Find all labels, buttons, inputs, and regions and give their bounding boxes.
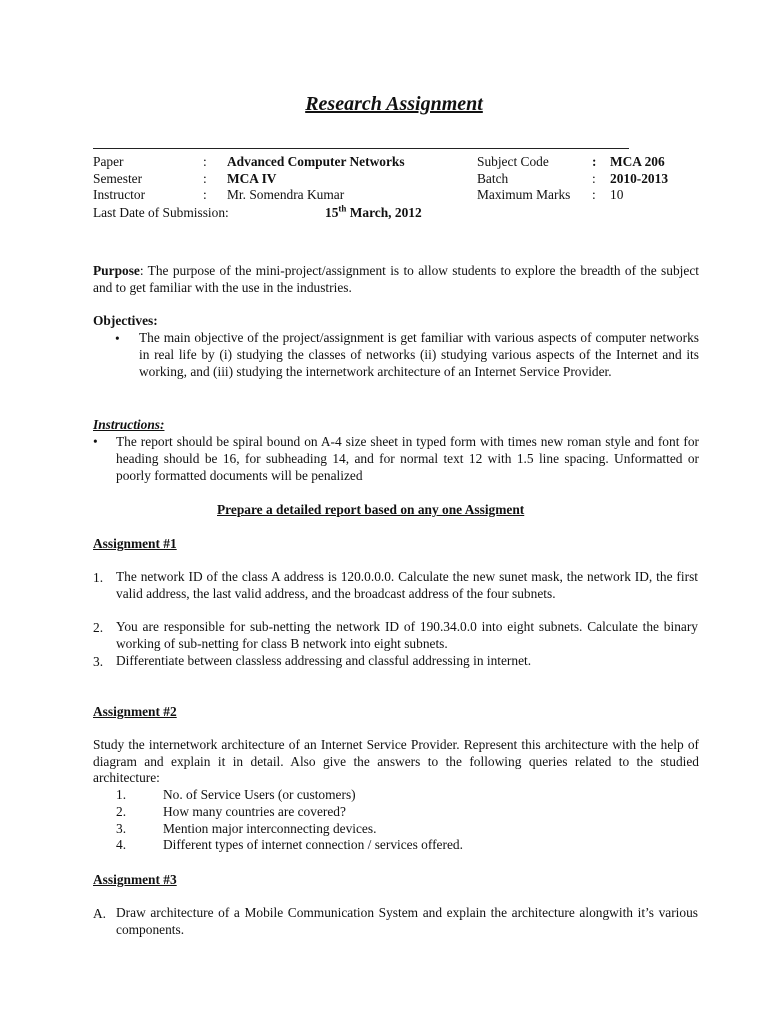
purpose-text: : The purpose of the mini-project/assignment is to allow students to explore the breadth of the subject and to get familiar with the use in the industries. bbox=[93, 263, 699, 295]
subject-code-label: Subject Code bbox=[477, 154, 549, 169]
assignment2-item: Mention major interconnecting devices. bbox=[163, 821, 377, 836]
assignment3-item: Draw architecture of a Mobile Communication System and explain the architecture alongwith it’s various components. bbox=[116, 905, 698, 937]
assignment3-item-number: A. bbox=[93, 906, 107, 921]
assignment2-item: Different types of internet connection / services offered. bbox=[163, 837, 463, 852]
assignment1-item-number: 3. bbox=[93, 654, 104, 669]
paper-label: Paper bbox=[93, 154, 124, 169]
submission-date bbox=[325, 204, 422, 221]
max-marks-label: Maximum Marks bbox=[477, 187, 571, 202]
assignment2-intro: Study the internetwork architecture of an Internet Service Provider. Represent this architecture with the help of diagram and explain it in detail. Also give the answers to the following queries related to the studied architecture: bbox=[93, 737, 699, 786]
assignment1-item: The network ID of the class A address is 120.0.0.0. Calculate the new sunet mask, the network ID, the first valid address, the last valid address, and the broadcast address of the four subnets. bbox=[116, 569, 698, 601]
assignment2-item: No. of Service Users (or customers) bbox=[163, 787, 356, 802]
bullet-icon: • bbox=[115, 331, 120, 346]
assignment2-heading: Assignment #2 bbox=[93, 704, 177, 719]
max-marks-value: 10 bbox=[610, 187, 624, 202]
instructor-colon: : bbox=[203, 187, 207, 202]
semester-value: MCA IV bbox=[227, 171, 277, 186]
assignment1-item: Differentiate between classless addressing and classful addressing in internet. bbox=[116, 653, 532, 668]
assignment2-item: How many countries are covered? bbox=[163, 804, 346, 819]
batch-label: Batch bbox=[477, 171, 509, 186]
assignment1-item-number: 1. bbox=[93, 570, 104, 585]
assignment1-item: You are responsible for sub-netting the network ID of 190.34.0.0 into eight subnets. Calculate the binary working of sub-netting for class B network into eight subnets. bbox=[116, 619, 698, 651]
batch-colon: : bbox=[592, 171, 596, 186]
purpose-paragraph bbox=[93, 262, 699, 296]
assignment2-item-number: 1. bbox=[116, 787, 127, 802]
assignment2-item-number: 4. bbox=[116, 837, 127, 852]
purpose-label: Purpose bbox=[93, 263, 140, 278]
instructions-heading: Instructions: bbox=[93, 417, 165, 432]
instructions-item: The report should be spiral bound on A-4 size sheet in typed form with times new roman style and font for heading should be 16, for subheading 14, and for normal text 12 with 1.5 line spacing. Unformatted or poorly formatted documents will be penalized bbox=[116, 434, 699, 484]
submission-suffix: th bbox=[338, 203, 347, 214]
paper-value: Advanced Computer Networks bbox=[227, 154, 405, 169]
assignment1-heading: Assignment #1 bbox=[93, 536, 177, 551]
submission-label: Last Date of Submission: bbox=[93, 205, 229, 220]
page-title: Research Assignment bbox=[305, 93, 483, 115]
semester-label: Semester bbox=[93, 171, 143, 186]
paper-colon: : bbox=[203, 154, 207, 169]
submission-month-year: March, 2012 bbox=[346, 205, 422, 220]
bullet-icon: • bbox=[93, 434, 98, 449]
assignment3-heading: Assignment #3 bbox=[93, 872, 177, 887]
assignment1-item-number: 2. bbox=[93, 620, 104, 635]
objectives-heading: Objectives: bbox=[93, 313, 158, 328]
batch-value: 2010-2013 bbox=[610, 171, 669, 186]
subject-code-value: MCA 206 bbox=[610, 154, 665, 169]
instructor-value: Mr. Somendra Kumar bbox=[227, 187, 345, 202]
prepare-heading: Prepare a detailed report based on any one Assigment bbox=[217, 502, 525, 517]
assignment2-item-number: 3. bbox=[116, 821, 127, 836]
max-marks-colon: : bbox=[592, 187, 596, 202]
submission-day: 15 bbox=[325, 205, 339, 220]
semester-colon: : bbox=[203, 171, 207, 186]
subject-code-colon: : bbox=[592, 154, 597, 169]
assignment2-item-number: 2. bbox=[116, 804, 127, 819]
instructor-label: Instructor bbox=[93, 187, 146, 202]
objectives-item: The main objective of the project/assignment is get familiar with various aspects of computer networks in real life by (i) studying the classes of networks (ii) studying various aspects of the Internet and its working, and (iii) studying the internetwork architecture of an Internet Service Provider. bbox=[139, 330, 699, 379]
header-divider bbox=[93, 148, 629, 149]
